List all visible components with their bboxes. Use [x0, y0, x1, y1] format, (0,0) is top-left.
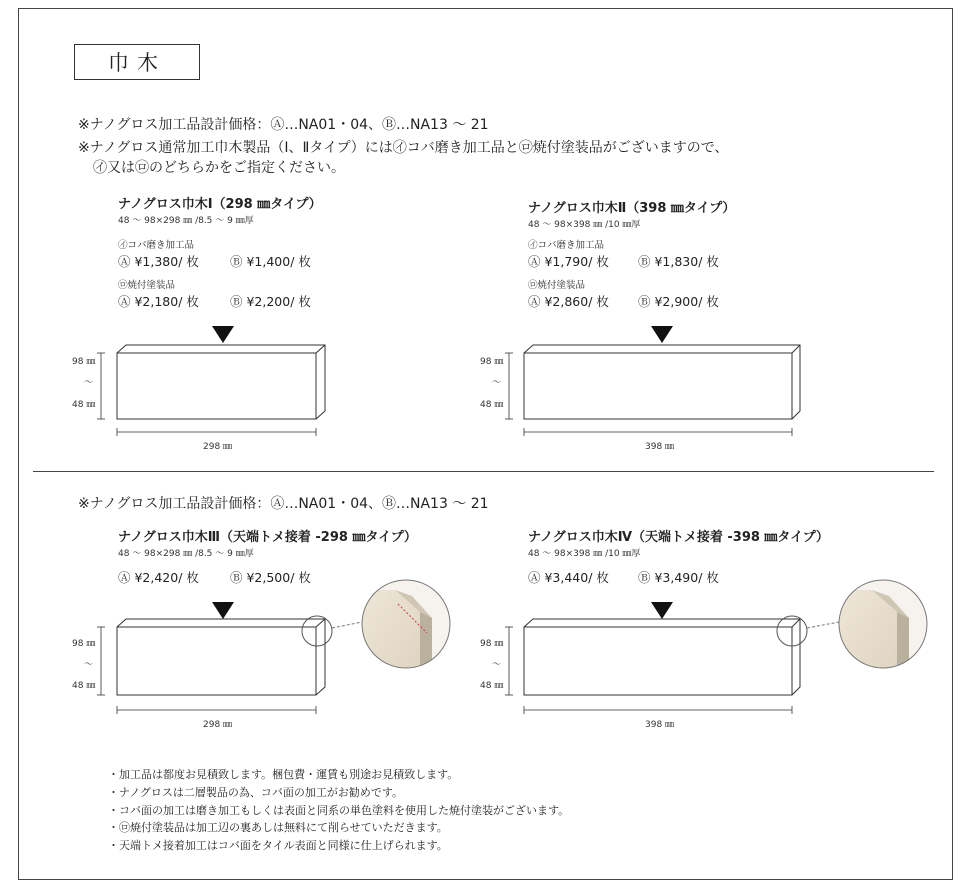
product-3-detail-leader [332, 622, 362, 628]
product-3-arrow [212, 602, 234, 619]
product-3-height-mid: 〜 [84, 660, 94, 670]
footnote-4: ・㋺焼付塗装品は加工辺の裏あしは無料にて削らせていただきます。 [108, 821, 448, 834]
product-2-height-bottom: 48 ㎜ [480, 400, 504, 410]
product-2-dims: 48 〜 98×398 ㎜ /10 ㎜厚 [528, 220, 641, 230]
product-1-option-a-label: ㋑コバ磨き加工品 [118, 240, 195, 251]
footnote-3: ・コバ面の加工は磨き加工もしくは表面と同系の単色塗料を使用した焼付塗装がございます。 [108, 804, 570, 817]
product-1-title: ナノグロス巾木Ⅰ（298 ㎜タイプ） [118, 197, 322, 212]
product-2-dim-lines [505, 353, 792, 436]
product-2-price-b1: Ⓐ ¥2,860/ 枚 [528, 294, 609, 309]
product-3-detail-marker [302, 616, 332, 646]
product-2-height-mid: 〜 [492, 378, 502, 388]
product-4-title: ナノグロス巾木Ⅳ（天端トメ接着 -398 ㎜タイプ） [528, 530, 829, 545]
product-3-dim-lines [97, 627, 316, 714]
product-3-board [117, 619, 325, 695]
product-4-price-b: Ⓑ ¥3,490/ 枚 [638, 570, 719, 585]
footnote-1: ・加工品は都度お見積致します。梱包費・運賃も別途お見積致します。 [108, 768, 459, 781]
page-title: 巾木 [74, 44, 200, 80]
product-3-dims: 48 〜 98×298 ㎜ /8.5 〜 9 ㎜厚 [118, 549, 254, 559]
product-2-width: 398 ㎜ [645, 442, 675, 452]
price-note-2: ※ナノグロス加工品設計価格：Ⓐ…NA01・04、Ⓑ…NA13 〜 21 [78, 496, 489, 512]
product-2-price-a2: Ⓑ ¥1,830/ 枚 [638, 254, 719, 269]
product-1-arrow [212, 326, 234, 343]
product-2-option-a-label: ㋑コバ磨き加工品 [528, 240, 605, 251]
product-3-title: ナノグロス巾木Ⅲ（天端トメ接着 -298 ㎜タイプ） [118, 530, 417, 545]
product-1-price-b1: Ⓐ ¥2,180/ 枚 [118, 294, 199, 309]
product-2-height-top: 98 ㎜ [480, 357, 504, 367]
product-3-price-b: Ⓑ ¥2,500/ 枚 [230, 570, 311, 585]
footnote-5: ・天端トメ接着加工はコバ面をタイル表面と同様に仕上げられます。 [108, 839, 448, 852]
footnote-2: ・ナノグロスは二層製品の為、コバ面の加工がお勧めです。 [108, 786, 404, 799]
product-4-height-mid: 〜 [492, 660, 502, 670]
product-1-price-a1: Ⓐ ¥1,380/ 枚 [118, 254, 199, 269]
product-1-height-top: 98 ㎜ [72, 357, 96, 367]
product-4-height-bottom: 48 ㎜ [480, 681, 504, 691]
coating-note-cont: ㋑又は㋺のどちらかをご指定ください。 [93, 160, 345, 176]
product-1-width: 298 ㎜ [203, 442, 233, 452]
product-2-price-b2: Ⓑ ¥2,900/ 枚 [638, 294, 719, 309]
product-3-price-a: Ⓐ ¥2,420/ 枚 [118, 570, 199, 585]
product-3-width: 298 ㎜ [203, 720, 233, 730]
product-4-dims: 48 〜 98×398 ㎜ /10 ㎜厚 [528, 549, 641, 559]
product-2-option-b-label: ㋺焼付塗装品 [528, 280, 586, 291]
product-3-height-top: 98 ㎜ [72, 639, 96, 649]
product-4-arrow [651, 602, 673, 619]
product-4-corner-detail [832, 580, 927, 680]
product-1-price-a2: Ⓑ ¥1,400/ 枚 [230, 254, 311, 269]
product-1-dim-lines [97, 353, 316, 436]
product-1-price-b2: Ⓑ ¥2,200/ 枚 [230, 294, 311, 309]
product-3-corner-detail [355, 580, 450, 680]
product-1-height-bottom: 48 ㎜ [72, 400, 96, 410]
product-2-arrow [651, 326, 673, 343]
product-4-detail-leader [807, 622, 839, 628]
product-3-height-bottom: 48 ㎜ [72, 681, 96, 691]
product-4-board [524, 619, 800, 695]
product-4-height-top: 98 ㎜ [480, 639, 504, 649]
product-4-price-a: Ⓐ ¥3,440/ 枚 [528, 570, 609, 585]
price-note: ※ナノグロス加工品設計価格：Ⓐ…NA01・04、Ⓑ…NA13 〜 21 [78, 117, 489, 133]
coating-note: ※ナノグロス通常加工巾木製品（Ⅰ、Ⅱタイプ）には㋑コバ磨き加工品と㋺焼付塗装品がございますので、 [78, 140, 729, 156]
product-4-dim-lines [505, 627, 792, 714]
product-2-price-a1: Ⓐ ¥1,790/ 枚 [528, 254, 609, 269]
product-2-board [524, 345, 800, 419]
product-4-width: 398 ㎜ [645, 720, 675, 730]
product-1-height-mid: 〜 [84, 378, 94, 388]
product-2-title: ナノグロス巾木Ⅱ（398 ㎜タイプ） [528, 201, 736, 216]
product-1-board [117, 345, 325, 419]
product-1-dims: 48 〜 98×298 ㎜ /8.5 〜 9 ㎜厚 [118, 216, 254, 226]
product-1-option-b-label: ㋺焼付塗装品 [118, 280, 176, 291]
